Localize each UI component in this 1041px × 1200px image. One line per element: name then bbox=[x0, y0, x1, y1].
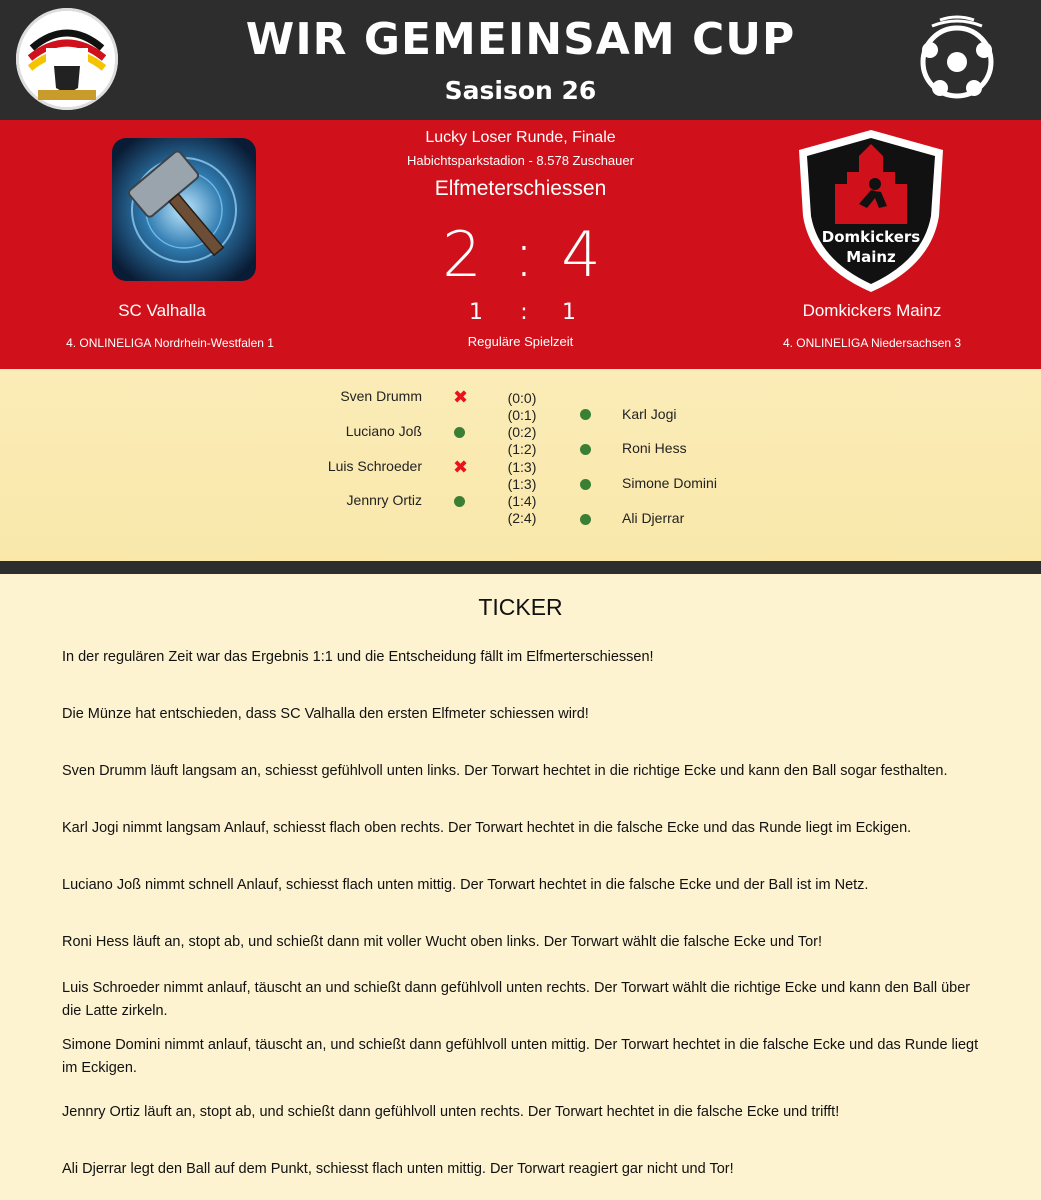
ticker-entry: Sven Drumm läuft langsam an, schiesst gefühlvoll unten links. Der Torwart hechtet in die richtige Ecke und kann den Ball sogar festhalten. bbox=[62, 763, 948, 779]
ticker-entry: Roni Hess läuft an, stopt ab, und schießt dann mit voller Wucht oben links. Der Torwart wählt die falsche Ecke und Tor! bbox=[62, 934, 823, 950]
penalty-section bbox=[0, 369, 1041, 561]
crest-text-line2: Mainz bbox=[846, 248, 896, 266]
score-section bbox=[0, 120, 1041, 369]
ticker-entry: Ali Djerrar legt den Ball auf dem Punkt, schiesst flach unten mittig. Der Torwart reagiert gar nicht und Tor! bbox=[62, 1161, 734, 1177]
page-title: WIR GEMEINSAM CUP bbox=[245, 14, 796, 65]
ticker-entry: Jennry Ortiz läuft an, stopt ab, und schießt dann gefühlvoll unten rechts. Der Torwart hechtet in die falsche Ecke und trifft! bbox=[62, 1104, 840, 1120]
shootout-label: Elfmeterschiessen bbox=[434, 177, 607, 200]
ticker-entry: Karl Jogi nimmt langsam Anlauf, schiesst flach oben rechts. Der Torwart hechtet in die falsche Ecke und das Runde liegt im Eckigen. bbox=[62, 820, 912, 836]
running-score: (2:4) bbox=[507, 510, 537, 526]
goal-icon bbox=[580, 479, 591, 490]
miss-icon: ✖ bbox=[453, 387, 469, 407]
home-shooter: Luis Schroeder bbox=[327, 458, 422, 474]
away-team-league: 4. ONLINELIGA Niedersachsen 3 bbox=[782, 336, 962, 350]
season-label: Sasison 26 bbox=[444, 76, 597, 105]
away-shooter: Simone Domini bbox=[622, 475, 717, 491]
away-shooter: Ali Djerrar bbox=[622, 510, 685, 526]
away-shooter: Roni Hess bbox=[622, 440, 687, 456]
away-team-name[interactable]: Domkickers Mainz bbox=[802, 301, 942, 320]
away-shootout-score: 4 bbox=[561, 218, 601, 291]
round-label: Lucky Loser Runde, Finale bbox=[425, 129, 616, 146]
miss-icon: ✖ bbox=[453, 457, 469, 477]
goal-icon bbox=[580, 514, 591, 525]
ticker-entry: In der regulären Zeit war das Ergebnis 1:1 und die Entscheidung fällt im Elfmerterschiessen! bbox=[62, 649, 654, 665]
home-regular-score: 1 bbox=[469, 300, 483, 325]
ticker-entry: Luciano Joß nimmt schnell Anlauf, schiesst flach unten mittig. Der Torwart hechtet in die falsche Ecke und der Ball ist im Netz. bbox=[62, 877, 869, 893]
section-divider bbox=[0, 561, 1041, 574]
goal-icon bbox=[454, 427, 465, 438]
football-icon bbox=[910, 12, 1004, 106]
regular-separator: : bbox=[520, 300, 528, 325]
home-shooter: Luciano Joß bbox=[345, 423, 422, 439]
home-shooter: Jennry Ortiz bbox=[346, 492, 422, 508]
ticker-entry: Luis Schroeder nimmt anlauf, täuscht an und schießt dann gefühlvoll unten rechts. Der Torwart wählt die richtige Ecke und kann den Ball über die Latte zirkeln. bbox=[62, 980, 971, 1019]
ticker-entry: Simone Domini nimmt anlauf, täuscht an, und schießt dann gefühlvoll unten mittig. Der Torwart hechtet in die falsche Ecke und das Runde liegt im Eckigen. bbox=[62, 1037, 979, 1076]
running-score: (1:2) bbox=[507, 441, 537, 457]
crest-text-line1: Domkickers bbox=[821, 228, 921, 246]
home-shootout-score: 2 bbox=[442, 218, 482, 291]
running-score: (0:1) bbox=[507, 407, 537, 423]
ticker-entry: Die Münze hat entschieden, dass SC Valhalla den ersten Elfmeter schiessen wird! bbox=[62, 706, 589, 722]
goal-icon bbox=[580, 444, 591, 455]
regular-time-label: Reguläre Spielzeit bbox=[467, 334, 574, 349]
away-team-crest bbox=[795, 126, 947, 296]
goal-icon bbox=[454, 496, 465, 507]
goal-icon bbox=[580, 409, 591, 420]
venue-label: Habichtsparkstadion - 8.578 Zuschauer bbox=[407, 153, 634, 168]
score-separator: : bbox=[513, 218, 535, 291]
running-score: (0:2) bbox=[507, 424, 537, 440]
away-regular-score: 1 bbox=[562, 300, 576, 325]
running-score: (1:4) bbox=[507, 493, 537, 509]
away-shooter: Karl Jogi bbox=[622, 406, 677, 422]
running-score: (1:3) bbox=[507, 476, 537, 492]
running-score: (1:3) bbox=[507, 459, 537, 475]
home-shooter: Sven Drumm bbox=[340, 388, 422, 404]
home-team-league: 4. ONLINELIGA Nordrhein-Westfalen 1 bbox=[66, 336, 274, 350]
header-bar bbox=[0, 0, 1041, 120]
running-score: (0:0) bbox=[507, 390, 537, 406]
home-team-name[interactable]: SC Valhalla bbox=[118, 301, 206, 320]
ticker-title: TICKER bbox=[478, 594, 563, 620]
